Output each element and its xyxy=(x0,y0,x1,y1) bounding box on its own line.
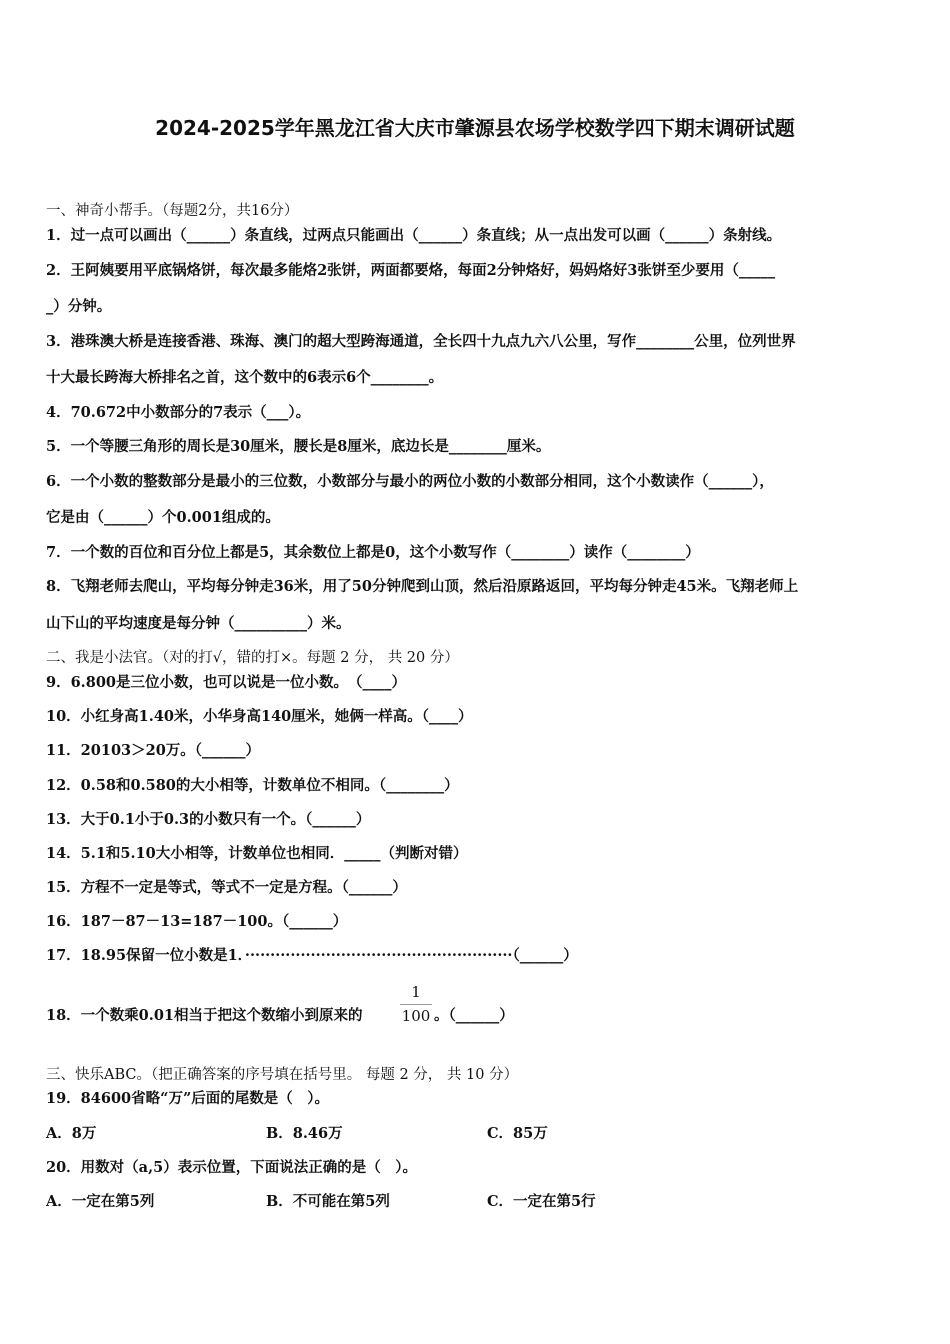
question-17: 17．18.95保留一位小数是1．·····················································（______） xyxy=(46,947,578,964)
question-16: 16．187－87－13=187－100。（______） xyxy=(46,913,348,930)
section-3-heading: 三、快乐ABC。（把正确答案的序号填在括号里。 每题 2 分， 共 10 分） xyxy=(46,1067,519,1083)
question-10: 10．小红身高1.40米，小华身高140厘米，她俩一样高。（____） xyxy=(46,708,473,725)
question-3: 3．港珠澳大桥是连接香港、珠海、澳门的超大型跨海通道，全长四十九点九六八公里，写作________公里，位列世界 xyxy=(46,333,796,350)
q19-option-c: C．85万 xyxy=(487,1125,548,1142)
fraction-bar xyxy=(400,1004,432,1005)
q19-option-b: B．8.46万 xyxy=(266,1125,343,1142)
question-1: 1．过一点可以画出（______）条直线，过两点只能画出（______）条直线；从一点出发可以画（______）条射线。 xyxy=(46,227,782,244)
question-2-cont: _）分钟。 xyxy=(46,298,112,315)
question-8: 8．飞翔老师去爬山，平均每分钟走36米，用了50分钟爬到山顶，然后沿原路返回，平均每分钟走45米。飞翔老师上 xyxy=(46,578,799,595)
q20-option-a: A．一定在第5列 xyxy=(46,1193,155,1210)
question-12: 12．0.58和0.580的大小相等，计数单位不相同。（________） xyxy=(46,777,459,794)
question-3-cont: 十大最长跨海大桥排名之首，这个数中的6表示6个________。 xyxy=(46,369,444,386)
question-19: 19．84600省略“万”后面的尾数是（ ）。 xyxy=(46,1090,330,1107)
question-20: 20．用数对（a,5）表示位置，下面说法正确的是（ ）。 xyxy=(46,1159,417,1176)
page-title: 2024-2025学年黑龙江省大庆市肇源县农场学校数学四下期末调研试题 xyxy=(155,116,795,140)
q20-option-c: C．一定在第5行 xyxy=(487,1193,596,1210)
question-4: 4．70.672中小数部分的7表示（___）。 xyxy=(46,404,311,421)
question-18: 18．一个数乘0.01相当于把这个数缩小到原来的 xyxy=(46,1007,363,1024)
fraction-one-hundredth xyxy=(400,983,432,1025)
question-13: 13．大于0.1小于0.3的小数只有一个。（______） xyxy=(46,811,371,828)
question-8-cont: 山下山的平均速度是每分钟（__________）米。 xyxy=(46,615,351,632)
section-1-heading: 一、神奇小帮手。（每题2分，共16分） xyxy=(46,203,299,219)
fraction-numerator: 1 xyxy=(411,983,421,1001)
q20-option-b: B．不可能在第5列 xyxy=(266,1193,390,1210)
question-2: 2．王阿姨要用平底锅烙饼，每次最多能烙2张饼，两面都要烙，每面2分钟烙好，妈妈烙好3张饼至少要用（_____ xyxy=(46,262,776,279)
question-7: 7．一个数的百位和百分位上都是5，其余数位上都是0，这个小数写作（________）读作（________） xyxy=(46,544,700,561)
q19-option-a: A．8万 xyxy=(46,1125,97,1142)
question-11: 11．20103＞20万。（______） xyxy=(46,742,261,759)
question-14: 14．5.1和5.10大小相等，计数单位也相同．_____（判断对错） xyxy=(46,845,468,862)
section-2-heading: 二、我是小法官。（对的打√，错的打×。每题 2 分， 共 20 分） xyxy=(46,650,459,666)
question-6: 6．一个小数的整数部分是最小的三位数，小数部分与最小的两位小数的小数部分相同，这个小数读作（______）， xyxy=(46,473,774,490)
question-5: 5．一个等腰三角形的周长是30厘米，腰长是8厘米，底边长是________厘米。 xyxy=(46,438,551,455)
question-18-blank: 。（______） xyxy=(434,1007,514,1024)
question-15: 15．方程不一定是等式，等式不一定是方程。（______） xyxy=(46,879,407,896)
fraction-denominator: 100 xyxy=(401,1007,431,1025)
question-6-cont: 它是由（______）个0.001组成的。 xyxy=(46,509,280,526)
question-9: 9．6.800是三位小数，也可以说是一位小数。 （____） xyxy=(46,674,406,691)
